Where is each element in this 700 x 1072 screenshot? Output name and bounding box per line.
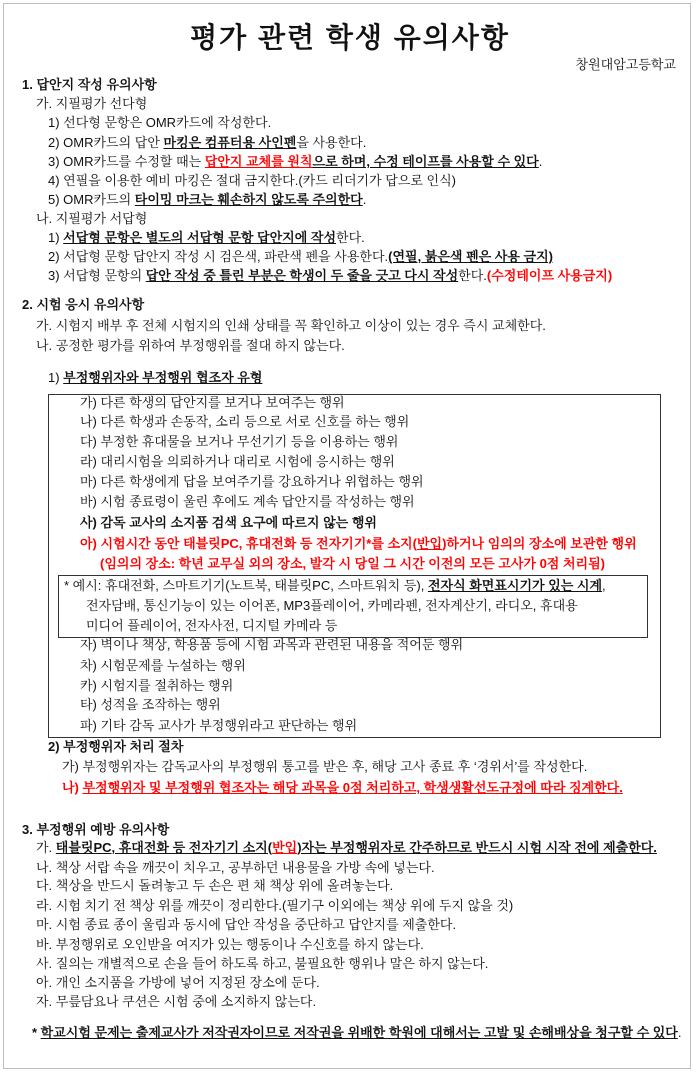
s1-sub-a: 가. 지필평가 선다형 xyxy=(36,96,148,111)
s1-a-item-2 xyxy=(48,134,366,152)
copyright-footnote xyxy=(32,1024,681,1042)
text: 아) 시험시간 동안 태블릿PC, 휴대전화 등 전자기기*를 소지( xyxy=(80,536,417,551)
s3-item: 아. 개인 소지품을 가방에 넣어 지정된 장소에 둔다. xyxy=(36,975,320,990)
s1-a-item-3 xyxy=(48,153,542,171)
emphasis: (연필, 붉은색 펜은 사용 금지) xyxy=(388,249,553,264)
s2-sub-b: 나. 공정한 평가를 위하여 부정행위를 절대 하지 않는다. xyxy=(36,338,345,353)
text: 2) OMR카드의 답안 xyxy=(48,135,164,150)
s2-sub-a: 가. 시험지 배부 후 전체 시험지의 인쇄 상태를 꼭 확인하고 이상이 있는 경우 즉시 교체한다. xyxy=(36,318,546,333)
s2-sub1 xyxy=(48,369,262,387)
misconduct-item: 차) 시험문제를 누설하는 행위 xyxy=(80,658,246,673)
text: 3) 서답형 문항의 xyxy=(48,268,146,283)
emphasis: 학교시험 문제는 출제교사가 저작권자이므로 저작권을 위배한 학원에 대해서는 고발 및 손해배상을 청구할 수 있다 xyxy=(40,1025,678,1040)
school-name: 창원대암고등학교 xyxy=(575,57,676,72)
text: 3) OMR카드를 수정할 때는 xyxy=(48,154,205,169)
text: 가. xyxy=(36,840,56,855)
document-title: 평가 관련 학생 유의사항 xyxy=(190,22,510,53)
device-examples-line: 전자담배, 통신기능이 있는 이어폰, MP3플레이어, 카메라펜, 전자계산기, 라디오, 휴대용 xyxy=(86,598,578,613)
text: , xyxy=(602,578,606,593)
s3-item-a xyxy=(36,839,657,857)
s1-b-item-3 xyxy=(48,267,612,285)
misconduct-item: 가) 다른 학생의 답안지를 보거나 보여주는 행위 xyxy=(80,395,345,410)
misconduct-item-devices-note: (임의의 장소: 학년 교무실 외의 장소, 발각 시 당일 그 시간 이전의 모든 고사가 0점 처리됨) xyxy=(100,556,605,571)
text: 5) OMR카드의 xyxy=(48,192,135,207)
s1-b-item-2 xyxy=(48,248,553,266)
misconduct-item: 자) 벽이나 책상, 학용품 등에 시험 과목과 관련된 내용을 적어둔 행위 xyxy=(80,637,464,652)
s3-item: 라. 시험 치기 전 책상 위를 깨끗이 정리한다.(필기구 이외에는 책상 위에 두지 않을 것) xyxy=(36,898,514,913)
misconduct-item: 사) 감독 교사의 소지품 검색 요구에 따르지 않는 행위 xyxy=(80,515,377,530)
text: 2) 서답형 문항 답안지 작성 시 검은색, 파란색 펜을 사용한다. xyxy=(48,249,389,264)
s1-a-item-1: 1) 선다형 문항은 OMR카드에 작성한다. xyxy=(48,115,272,130)
text: 한다. xyxy=(458,268,487,283)
emphasis: 답안 작성 중 틀린 부분은 학생이 두 줄을 긋고 다시 작성 xyxy=(145,268,459,283)
text: 나) xyxy=(62,780,83,795)
text: )하거나 임의의 장소에 보관한 행위 xyxy=(442,536,637,551)
misconduct-item: 마) 다른 학생에게 답을 보여주기를 강요하거나 위협하는 행위 xyxy=(80,474,424,489)
emphasis: 반입 xyxy=(416,536,443,551)
s2-sub2: 2) 부정행위자 처리 절차 xyxy=(48,739,184,754)
device-examples-line: 미디어 플레이어, 전자사전, 디지털 카메라 등 xyxy=(86,618,338,633)
misconduct-item: 다) 부정한 휴대물을 보거나 무선기기 등을 이용하는 행위 xyxy=(80,434,399,449)
section-3-heading: 3. 부정행위 예방 유의사항 xyxy=(22,822,170,837)
emphasis: 으로 하며, 수정 테이프를 사용할 수 있다 xyxy=(312,154,539,169)
emphasis: 부정행위자와 부정행위 협조자 유형 xyxy=(63,370,263,385)
emphasis: 서답형 문항은 별도의 서답형 문항 답안지에 작성 xyxy=(63,230,337,245)
misconduct-item-devices xyxy=(80,535,637,553)
text: 1) xyxy=(48,370,64,385)
emphasis: )자는 부정행위자로 간주하므로 반드시 시험 시작 전에 제출한다. xyxy=(297,840,657,855)
misconduct-item: 라) 대리시험을 의뢰하거나 대리로 시험에 응시하는 행위 xyxy=(80,454,395,469)
s3-item: 다. 책상을 반드시 돌려놓고 두 손은 편 채 책상 위에 올려놓는다. xyxy=(36,878,394,893)
text: * xyxy=(32,1025,41,1040)
s1-sub-b: 나. 지필평가 서답형 xyxy=(36,211,148,226)
misconduct-item: 나) 다른 학생과 손동작, 소리 등으로 서로 신호를 하는 행위 xyxy=(80,414,410,429)
red-emphasis: (수정테이프 사용금지) xyxy=(486,268,613,283)
s3-item: 사. 질의는 개별적으로 손을 들어 하도록 하고, 불필요한 행위나 말은 하지 않는다. xyxy=(36,956,489,971)
misconduct-item: 타) 성적을 조작하는 행위 xyxy=(80,697,221,712)
emphasis: 전자식 화면표시기가 있는 시계 xyxy=(427,578,603,593)
misconduct-item: 바) 시험 종료령이 울린 후에도 계속 답안지를 작성하는 행위 xyxy=(80,494,415,509)
text: 한다. xyxy=(336,230,365,245)
text: . xyxy=(362,192,367,207)
s2-sub2-b xyxy=(62,779,623,797)
emphasis: 타이밍 마크는 훼손하지 않도록 주의한다 xyxy=(134,192,363,207)
s1-b-item-1 xyxy=(48,229,365,247)
emphasis: 태블릿PC, 휴대전화 등 전자기기 소지( xyxy=(55,840,273,855)
s3-item: 마. 시험 종료 종이 울림과 동시에 답안 작성을 중단하고 답안지를 제출한다. xyxy=(36,917,457,932)
section-2-heading: 2. 시험 응시 유의사항 xyxy=(22,297,145,312)
emphasis: 부정행위자 및 부정행위 협조자는 해당 과목을 0점 처리하고, 학생생활선도규정에 따라 징계한다. xyxy=(82,780,623,795)
misconduct-item: 파) 기타 감독 교사가 부정행위라고 판단하는 행위 xyxy=(80,718,358,733)
s3-item: 바. 부정행위로 오인받을 여지가 있는 행동이나 수신호를 하지 않는다. xyxy=(36,937,424,952)
s3-item: 나. 책상 서랍 속을 깨끗이 치우고, 공부하던 내용물을 가방 속에 넣는다. xyxy=(36,860,435,875)
misconduct-item: 카) 시험지를 절취하는 행위 xyxy=(80,678,234,693)
s2-sub2-a: 가) 부정행위자는 감독교사의 부정행위 통고를 받은 후, 해당 고사 종료 후 ‘경위서’를 작성한다. xyxy=(62,759,588,774)
text: 1) xyxy=(48,230,64,245)
s3-item: 자. 무릎담요나 쿠션은 시험 중에 소지하지 않는다. xyxy=(36,994,317,1009)
text: . xyxy=(538,154,543,169)
red-emphasis: 답안지 교체를 원칙 xyxy=(204,154,313,169)
red-emphasis: 반입 xyxy=(272,840,298,855)
device-examples-line xyxy=(64,577,606,595)
s1-a-item-5 xyxy=(48,191,366,209)
text: 을 사용한다. xyxy=(296,135,367,150)
emphasis: 마킹은 컴퓨터용 사인펜 xyxy=(163,135,297,150)
s1-a-item-4: 4) 연필을 이용한 예비 마킹은 절대 금지한다.(카드 리더기가 답으로 인식) xyxy=(48,173,456,188)
section-1-heading: 1. 답안지 작성 유의사항 xyxy=(22,77,157,92)
text: . xyxy=(677,1025,682,1040)
text: * 예시: 휴대전화, 스마트기기(노트북, 태블릿PC, 스마트워치 등), xyxy=(64,578,428,593)
